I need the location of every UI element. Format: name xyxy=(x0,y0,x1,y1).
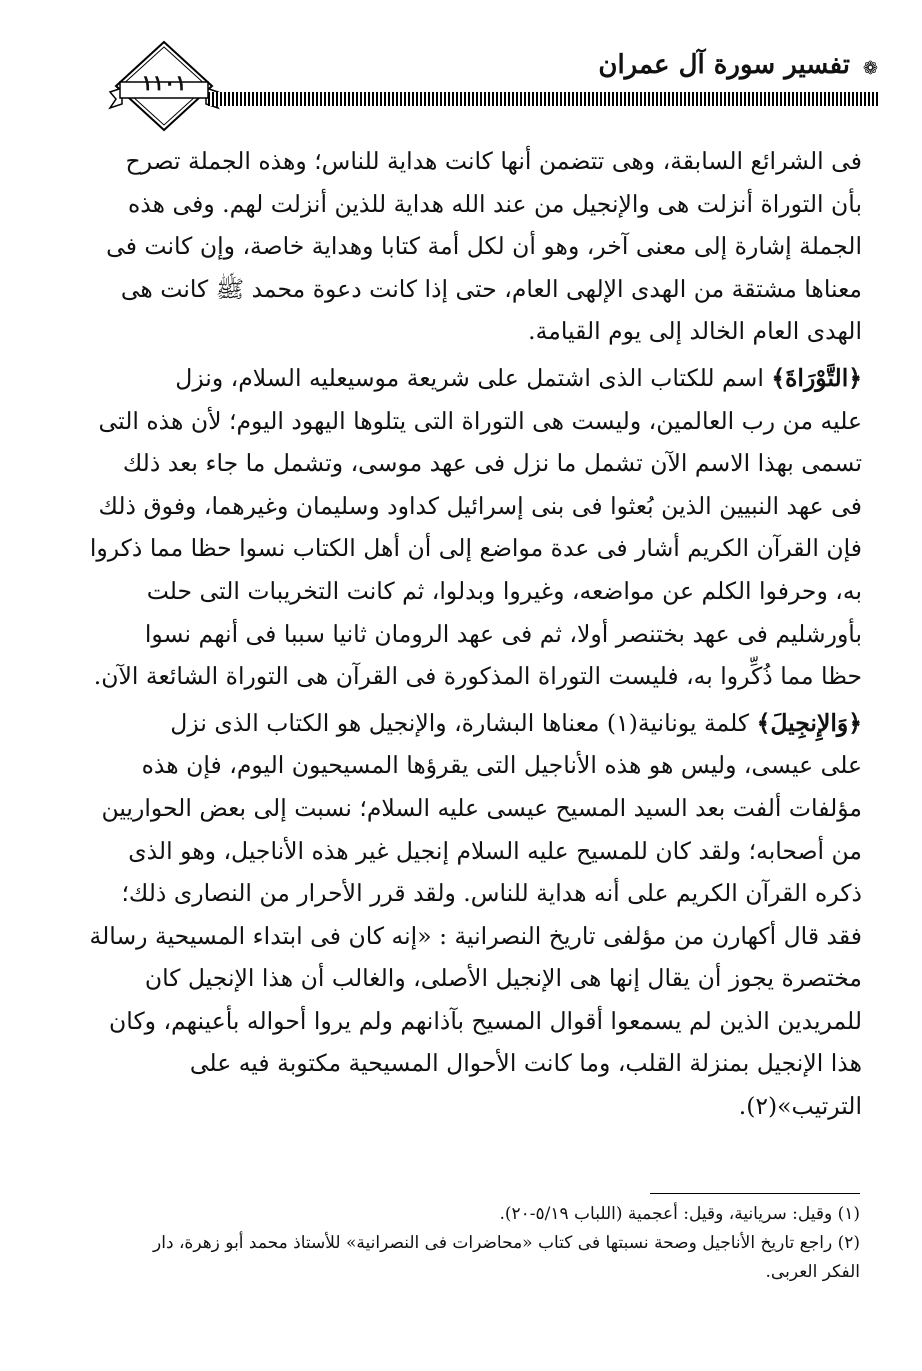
text-line xyxy=(117,357,862,400)
text-line: فإن القرآن الكريم أشار فى عدة مواضع إلى أن أهل الكتاب نسوا حظا مما ذكروا xyxy=(89,534,862,563)
text-line: بأن التوراة أنزلت هى والإنجيل من عند الله هداية للذين أنزلت لهم. وفى هذه xyxy=(128,189,862,218)
text-line: على عيسى، وليس هو هذه الأناجيل التى يقرؤها المسيحيون اليوم، فإن هذه xyxy=(141,751,862,780)
text-line: الجملة إشارة إلى معنى آخر، وهو أن لكل أمة كتابا وهداية خاصة، وإن كانت فى xyxy=(106,232,862,261)
text-line: حظا مما ذُكِّروا به، فليست التوراة المذكورة فى القرآن هى التوراة الشائعة الآن. xyxy=(93,662,862,691)
text-line: مختصرة يجوز أن يقال إنها هى الإنجيل الأصلى، والغالب أن هذا الإنجيل كان xyxy=(144,964,862,993)
text-line: عليه من رب العالمين، وليست هى التوراة التى يتلوها اليهود اليوم؛ لأن هذه التى xyxy=(98,406,862,435)
text-line: بأورشليم فى عهد بختنصر أولا، ثم فى عهد الرومان ثانيا سببا فى أنهم نسوا xyxy=(144,619,862,648)
header-flower-icon: ❁ xyxy=(862,58,878,79)
paragraph xyxy=(106,140,862,353)
footnotes xyxy=(115,1200,860,1287)
paragraph-tawrat xyxy=(89,357,862,698)
text-line: الهدى العام الخالد إلى يوم القيامة. xyxy=(528,317,862,346)
text-segment: اسم للكتاب الذى اشتمل على شريعة موسيعليه السلام، ونزل xyxy=(175,363,772,392)
footnote-line: (١) وقيل: سريانية، وقيل: أعجمية (اللباب ٥/١٩-٢٠). xyxy=(499,1204,860,1224)
text-line: فقد قال أكهارن من مؤلفى تاريخ النصرانية : «إنه كان فى ابتداء المسيحية رسالة xyxy=(89,921,862,950)
footnote-line: (٢) راجع تاريخ الأناجيل وصحة نسبتها فى كتاب «محاضرات فى النصرانية» للأستاذ محمد أبو زهرة، دار xyxy=(153,1233,860,1253)
text-line: معناها مشتقة من الهدى الإلهى العام، حتى إذا كانت دعوة محمد ﷺ كانت هى xyxy=(120,274,862,303)
page-header xyxy=(100,28,890,138)
quran-term: ﴿التَّوْرَاةَ﴾ xyxy=(771,363,862,392)
text-line: مؤلفات ألفت بعد السيد المسيح عيسى عليه السلام؛ نسبت إلى بعض الحواريين xyxy=(101,793,862,822)
text-line: هذا الإنجيل بمنزلة القلب، وما كانت الأحوال المسيحية مكتوبة فيه على xyxy=(189,1049,862,1078)
body-text xyxy=(89,140,862,1128)
text-line xyxy=(117,702,862,745)
footnote xyxy=(115,1200,860,1229)
header-rule xyxy=(208,92,878,106)
text-line: الترتيب»(٢). xyxy=(738,1092,862,1121)
quran-term: ﴿وَالإِنجِيلَ﴾ xyxy=(756,708,862,737)
text-line: تسمى بهذا الاسم الآن تشمل ما نزل فى عهد موسى، وتشمل ما جاء بعد ذلك xyxy=(122,449,862,478)
text-line: للمريدين الذين لم يسمعوا أقوال المسيح بآذانهم ولم يروا أحواله بأعينهم، وكان xyxy=(109,1006,862,1035)
text-line: من أصحابه؛ ولقد كان للمسيح عليه السلام إنجيل غير هذه الأناجيل، وهو الذى xyxy=(128,836,862,865)
text-line: ذكره القرآن الكريم على أنه هداية للناس. ولقد قرر الأحرار من النصارى ذلك؛ xyxy=(121,879,862,908)
footnote xyxy=(115,1229,860,1287)
running-title: تفسير سورة آل عمران xyxy=(598,50,850,80)
paragraph-injil xyxy=(89,702,862,1128)
text-line: به، وحرفوا الكلم عن مواضعه، وغيروا وبدلوا، ثم كانت التخريبات التى حلت xyxy=(146,576,862,605)
page-number: ١١٠١ xyxy=(141,70,187,95)
text-line: فى الشرائع السابقة، وهى تتضمن أنها كانت هداية للناس؛ وهذه الجملة تصرح xyxy=(125,147,862,175)
text-segment: كلمة يونانية(١) معناها البشارة، والإنجيل هو الكتاب الذى نزل xyxy=(170,708,757,737)
text-line: فى عهد النبيين الذين بُعثوا فى بنى إسرائيل كداود وسليمان وغيرهما، وفوق ذلك xyxy=(98,491,862,520)
footnote-separator xyxy=(650,1193,860,1194)
footnote-line: الفكر العربى. xyxy=(765,1262,860,1282)
